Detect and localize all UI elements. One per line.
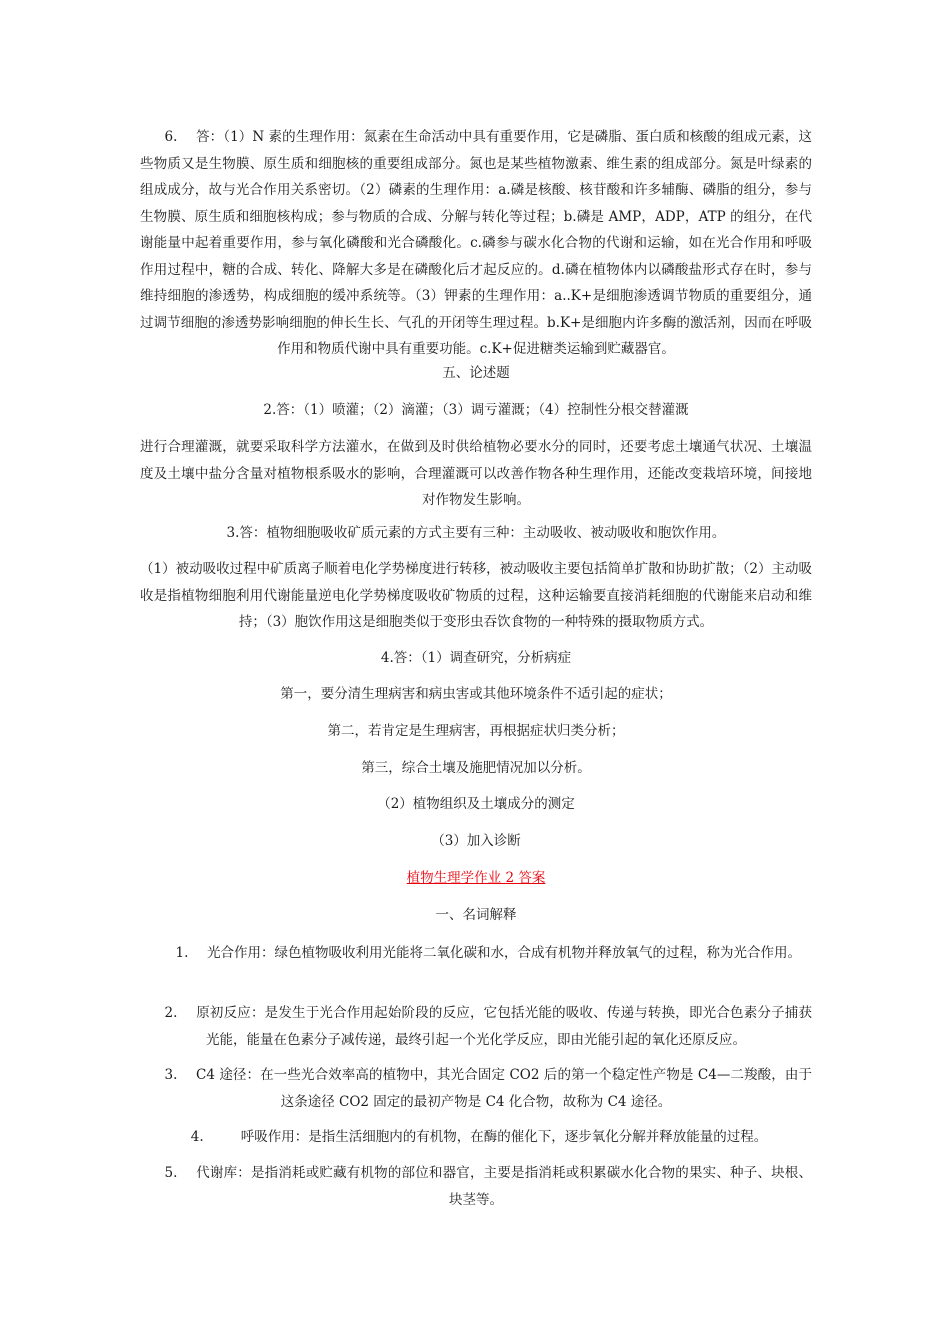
term-text: 代谢库：是指消耗或贮藏有机物的部位和器官，主要是指消耗或积累碳水化合物的果实、种子、块根、块茎等。	[196, 1165, 812, 1208]
homework-2-title[interactable]: 植物生理学作业 2 答案	[406, 870, 546, 886]
term-text: 呼吸作用：是指生活细胞内的有机物，在酶的催化下，逐步氧化分解并释放能量的过程。	[240, 1129, 768, 1145]
answer-4-heading: 4.答：（1）调查研究，分析病症	[380, 650, 572, 666]
term-number: 1.	[175, 945, 189, 961]
term-number: 2.	[164, 1005, 178, 1021]
term-text: 光合作用：绿色植物吸收利用光能将二氧化碳和水，合成有机物并释放氧气的过程，称为光合作用。	[207, 945, 801, 961]
answer-text: 答：（1）N 素的生理作用：氮素在生命活动中具有重要作用，它是磷脂、蛋白质和核酸的组成元素，这些物质又是生物膜、原生质和细胞核的重要组成部分。氮也是某些植物激素、维生素的组成部分。氮是叶绿素的组成成分，故与光合作用关系密切。（2）磷素的生理作用：a.磷是核酸、核苷酸和许多辅酶、磷脂的组分，参与生物膜、原生质和细胞核构成；参与物质的合成、分解与转化等过程；b.磷是 AMP，ADP，ATP 的组分，在代谢能量中起着重要作用，参与氧化磷酸和光合磷酸化。c.磷参与碳水化合物的代谢和运输，如在光合作用和呼吸作用过程中，糖的合成、转化、降解大多是在磷酸化后才起反应的。d.磷在植物体内以磷酸盐形式存在时，参与维持细胞的渗透势，构成细胞的缓冲系统等。（3）钾素的生理作用：a..K+是细胞渗透调节物质的重要组分，通过调节细胞的渗透势影响细胞的伸长生长、气孔的开闭等生理过程。b.K+是细胞内许多酶的激活剂，因而在呼吸作用和物质代谢中具有重要功能。c.K+促进糖类运输到贮藏器官。	[140, 129, 812, 357]
term-3	[140, 1062, 812, 1115]
term-4	[140, 1124, 812, 1151]
answer-4-line: （2）植物组织及土壤成分的测定	[377, 796, 575, 812]
term-5	[140, 1160, 812, 1213]
answer-4-line: 第二，若肯定是生理病害，再根据症状归类分析；	[327, 723, 625, 739]
answer-3-body: （1）被动吸收过程中矿质离子顺着电化学势梯度进行转移，被动吸收主要包括简单扩散和协助扩散；（2）主动吸收是指植物细胞利用代谢能量逆电化学势梯度吸收矿物质的过程，这种运输要直接消耗细胞的代谢能来启动和维持；（3）胞饮作用这是细胞类似于变形虫吞饮食物的一种特殊的摄取物质方式。	[140, 561, 812, 630]
term-text: C4 途径：在一些光合效率高的植物中，其光合固定 CO2 后的第一个稳定性产物是 C4—二羧酸，由于这条途径 CO2 固定的最初产物是 C4 化合物，故称为 C4 途径。	[196, 1067, 812, 1110]
section-heading: 五、论述题	[442, 365, 510, 381]
answer-4-line: （3）加入诊断	[431, 833, 521, 849]
term-number: 3.	[164, 1067, 178, 1083]
term-number: 5.	[164, 1165, 178, 1181]
term-text: 原初反应：是发生于光合作用起始阶段的反应，它包括光能的吸收、传递与转换，即光合色素分子捕获光能，能量在色素分子减传递，最终引起一个光化学反应，即由光能引起的氧化还原反应。	[196, 1005, 812, 1048]
answer-4-line: 第一，要分清生理病害和病虫害或其他环境条件不适引起的症状；	[280, 686, 672, 702]
answer-6	[140, 124, 812, 363]
answer-4-line: 第三，综合土壤及施肥情况加以分析。	[361, 760, 591, 776]
term-1	[140, 940, 812, 967]
answer-2-body: 进行合理灌溉，就要采取科学方法灌水，在做到及时供给植物必要水分的同时，还要考虑土壤通气状况、土壤温度及土壤中盐分含量对植物根系吸水的影响，合理灌溉可以改善作物各种生理作用，还能改变栽培环境，间接地对作物发生影响。	[140, 439, 812, 508]
homework-2-link[interactable]	[140, 865, 812, 892]
section-heading: 一、名词解释	[435, 907, 517, 923]
answer-3-heading: 3.答：植物细胞吸收矿质元素的方式主要有三种：主动吸收、被动吸收和胞饮作用。	[226, 525, 726, 541]
term-2	[140, 1000, 812, 1053]
term-number: 4.	[190, 1129, 204, 1145]
answer-number: 6.	[164, 129, 178, 145]
answer-2-heading: 2.答：（1）喷灌；（2）滴灌；（3）调亏灌溉；（4）控制性分根交替灌溉	[263, 402, 689, 418]
